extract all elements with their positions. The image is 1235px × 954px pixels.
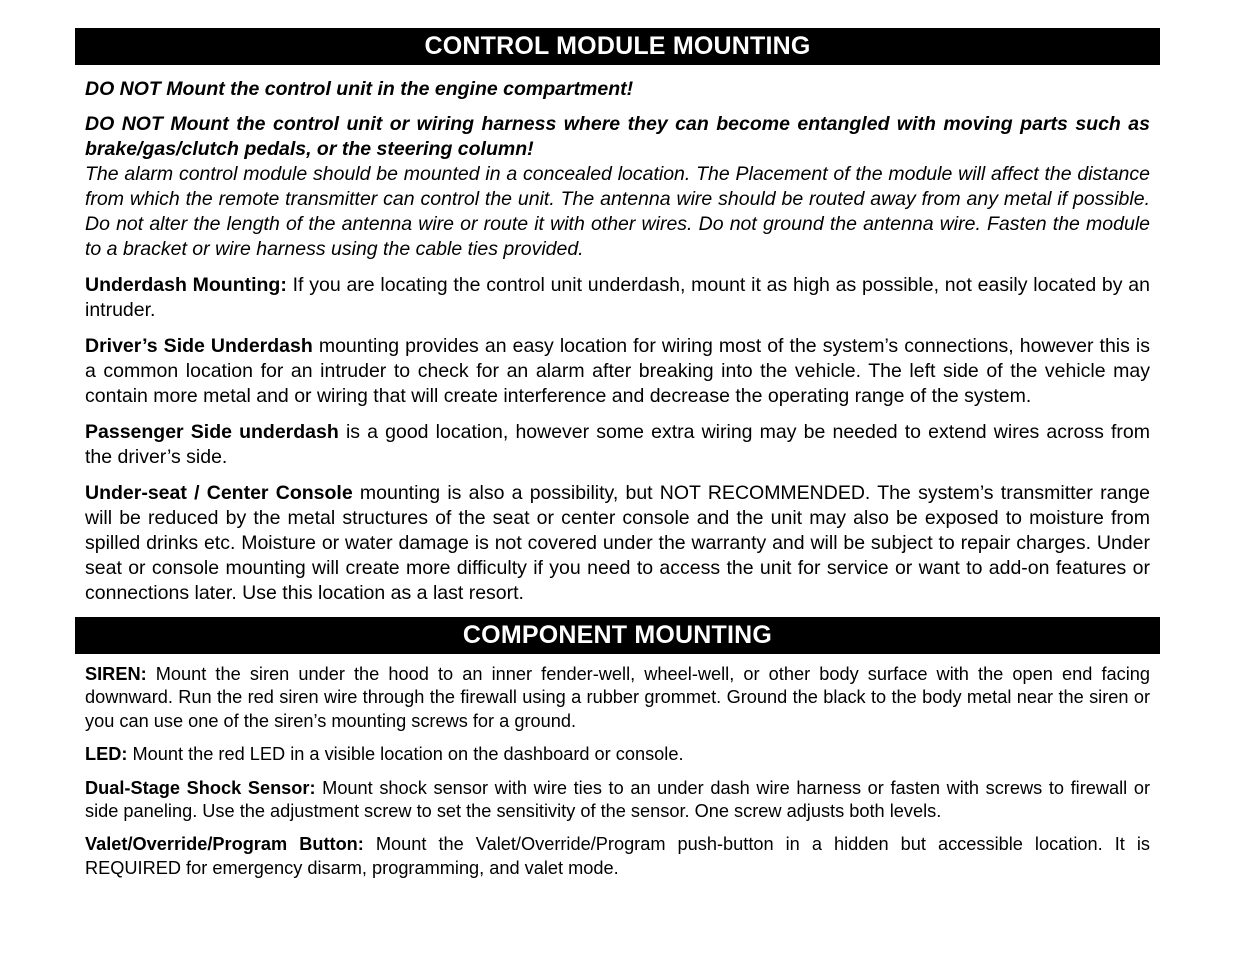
paragraph-text: mounting provides an easy location for wiring most of the system’s connections, however this is a common location for an intruder to check for an alarm after breaking into the vehicle. The left side of the vehicle may contain more metal and or wiring that will create interference and decrease the operating range of the system. (85, 335, 1151, 407)
paragraph-lead: Driver’s Side Underdash (85, 335, 313, 357)
item-lead: Dual-Stage Shock Sensor: (85, 777, 316, 798)
item-lead: Valet/Override/Program Button: (85, 834, 364, 855)
item-siren (85, 663, 1150, 733)
paragraph-passenger-side (85, 420, 1150, 470)
paragraph-lead: Passenger Side underdash (85, 421, 339, 443)
paragraph-lead: Underdash Mounting: (85, 274, 287, 296)
paragraph-lead: Under-seat / Center Console (85, 482, 353, 504)
section-header-component-mounting: COMPONENT MOUNTING (75, 617, 1160, 654)
item-shock-sensor (85, 777, 1150, 824)
warning-moving-parts: DO NOT Mount the control unit or wiring harness where they can become entangled with moving parts such as brake/gas/clutch pedals, or the steering column! (85, 113, 1150, 160)
item-text: Mount the Valet/Override/Program push-button in a hidden but accessible location. It is REQUIRED for emergency disarm, programming, and valet mode. (85, 834, 1150, 878)
paragraph-text: is a good location, however some extra wiring may be needed to extend wires across from the driver’s side. (85, 421, 1151, 468)
paragraph-underdash-mounting (85, 273, 1150, 323)
item-lead: SIREN: (85, 664, 147, 684)
item-text: Mount the siren under the hood to an inner fender-well, wheel-well, or other body surface with the open end facing downward. Run the red siren wire through the firewall using a rubber grommet. Ground the black to the body metal near the siren or you can use one of the siren’s mounting screws for a ground. (85, 664, 1150, 731)
item-valet-button (85, 833, 1150, 880)
item-lead: LED: (85, 744, 128, 765)
paragraph-text: If you are locating the control unit underdash, mount it as high as possible, not easily located by an intruder. (85, 274, 1150, 321)
item-text: Mount shock sensor with wire ties to an under dash wire harness or fasten with screws to firewall or side paneling. Use the adjustment screw to set the sensitivity of the sensor. One screw adjusts both levels. (85, 777, 1150, 822)
control-module-content (75, 77, 1160, 606)
component-mounting-content (75, 663, 1160, 880)
item-led (85, 743, 1150, 766)
paragraph-under-seat (85, 481, 1150, 606)
item-text: Mount the red LED in a visible location on the dashboard or console. (127, 744, 684, 765)
warning-engine-compartment: DO NOT Mount the control unit in the engine compartment! (85, 78, 634, 100)
paragraph-drivers-side (85, 334, 1150, 409)
placement-intro-paragraph: The alarm control module should be mounted in a concealed location. The Placement of the module will affect the distance from which the remote transmitter can control the unit. The antenna wire should be routed away from any metal if possible. Do not alter the length of the antenna wire or route it with other wires. Do not ground the antenna wire. Fasten the module to a bracket or wire harness using the cable ties provided. (85, 163, 1150, 260)
paragraph-text: mounting is also a possibility, but NOT RECOMMENDED. The system’s transmitter range will be reduced by the metal structures of the seat or center console and the unit may also be exposed to moisture from spilled drinks etc. Moisture or water damage is not covered under the warranty and will be subject to repair charges. Under seat or console mounting will create more difficulty if you need to access the unit for service or want to add-on features or connections later. Use this location as a last resort. (85, 482, 1150, 604)
section-header-control-module: CONTROL MODULE MOUNTING (75, 28, 1160, 65)
manual-page (75, 28, 1160, 880)
